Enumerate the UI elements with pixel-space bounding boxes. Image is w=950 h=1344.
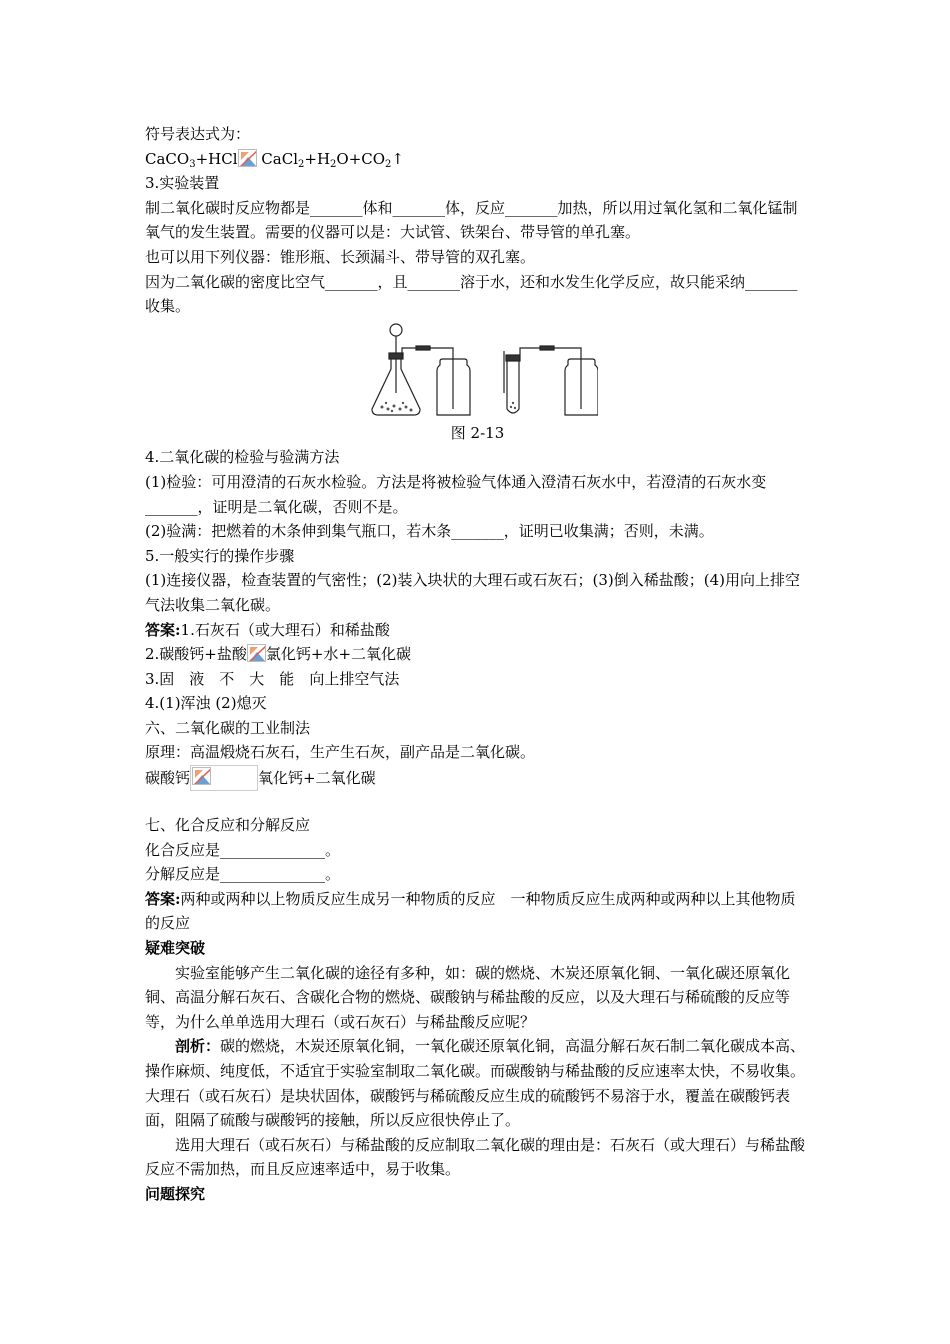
section-heading: 4.二氧化碳的检验与验满方法 [145,448,340,467]
paragraph: 选用大理石（或石灰石）与稀盐酸的反应制取二氧化碳的理由是：石灰石（或大理石）与稀盐酸反应不需加热，而且反应速率适中，易于收集。 [145,1135,806,1179]
word-equation: 2.碳酸钙+盐酸 氯化钙+水+二氧化碳 [145,645,412,664]
section-title: 问题探究 [145,1184,206,1203]
section-heading: 七、化合反应和分解反应 [145,816,311,835]
text-line: 符号表达式为： [145,125,251,143]
text-line: 3.固 液 不 大 能 向上排空气法 [145,669,400,688]
answer-paragraph: 答案:两种或两种以上物质反应生成另一种物质的反应 一种物质反应生成两种或两种以上其他物质的反应 [145,889,796,933]
paragraph: 剖析：碳的燃烧，木炭还原氧化铜，一氧化碳还原氧化铜，高温分解石灰石制二氧化碳成本高、操作麻烦、纯度低，不适宜于实验室制取二氧化碳。而碳酸钠与稀盐酸的反应速率太快，不易收集。大理石（或石灰石）是块状固体，碳酸钙与稀硫酸反应生成的硫酸钙不易溶于水，覆盖在碳酸钙表面，阻隔了硫酸与碳酸钙的接触，所以反应很快停止了。 [145,1037,806,1130]
text-line: 原理：高温煅烧石灰石，生产生石灰，副产品是二氧化碳。 [145,743,536,762]
broken-image-icon [238,149,257,167]
broken-image-icon [247,644,266,662]
equation-line: CaCO$_3$+HCl $CaCl_2+H_2O+CO_2↑$ [145,149,404,170]
paragraph: 实验室能够产生二氧化碳的途径有多种，如：碳的燃烧、木炭还原氧化铜、一氧化碳还原氧化铜、高温分解石灰石、含碳化合物的燃烧、碳酸钠与稀盐酸的反应，以及大理石与稀硫酸的反应等等，为什么单单选用大理石（或石灰石）与稀盐酸反应呢？ [145,963,791,1031]
text-line: 4.(1)浑浊 (2)熄灭 [145,694,267,713]
broken-image-icon [192,767,211,785]
apparatus-figure [145,321,810,446]
analysis-label: 剖析： [175,1037,221,1056]
text-line: 也可以用下列仪器：锥形瓶、长颈漏斗、带导管的双孔塞。 [145,247,536,266]
answer-line: 答案:1.石灰石（或大理石）和稀盐酸 [145,620,390,639]
section-title: 疑难突破 [145,939,206,958]
section-heading: 3.实验装置 [145,174,220,193]
paragraph: 因为二氧化碳的密度比空气_______，且_______溶于水，还和水发生化学反应，故只能采纳_______收集。 [145,272,798,316]
section-heading: 六、二氧化碳的工业制法 [145,718,311,737]
text-line: (2)验满：把燃着的木条伸到集气瓶口，若木条_______，证明已收集满；否则，未满。 [145,522,714,541]
text-line: 化合反应是______________。 [145,840,341,859]
answer-label: 答案: [145,620,181,639]
answer-label: 答案: [145,889,181,908]
paragraph: 制二氧化碳时反应物都是_______体和_______体，反应_______加热，所以用过氧化氢和二氧化锰制氧气的发生装置。需要的仪器可以是：大试管、铁架台、带导管的单孔塞。 [145,198,798,242]
paragraph: (1)检验：可用澄清的石灰水检验。方法是将被检验气体通入澄清石灰水中，若澄清的石灰水变_______，证明是二氧化碳，否则不是。 [145,472,767,516]
word-equation: 碳酸钙 氧化钙+二氧化碳 [145,765,810,791]
figure-caption: 图 2-13 [450,423,505,442]
apparatus-diagram [358,321,598,421]
text-line: 分解反应是______________。 [145,865,341,884]
section-heading: 5.一般实行的操作步骤 [145,546,295,565]
paragraph: (1)连接仪器，检查装置的气密性；(2)装入块状的大理石或石灰石；(3)倒入稀盐酸；(4)用向上排空气法收集二氧化碳。 [145,571,800,614]
spacer [145,791,810,813]
image-placeholder [190,765,258,791]
document-body [145,122,810,1207]
